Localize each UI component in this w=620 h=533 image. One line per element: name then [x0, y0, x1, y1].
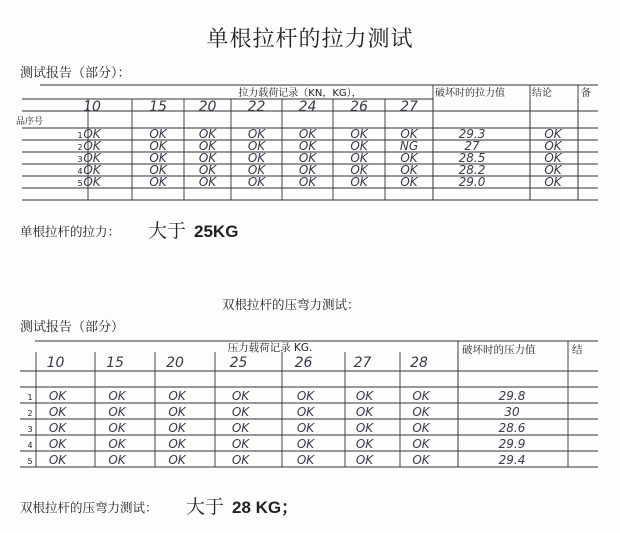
- section1-summary-prefix: 大于: [148, 220, 187, 242]
- failure-value: 29.8: [498, 389, 526, 403]
- load-result: OK: [48, 453, 67, 467]
- load-result: OK: [298, 127, 317, 141]
- load-result: OK: [108, 437, 126, 451]
- row-number: 5: [77, 179, 83, 188]
- load-result: OK: [355, 421, 374, 435]
- failure-value: 29.0: [458, 175, 486, 189]
- row-number: 4: [77, 167, 83, 176]
- load-result: OK: [168, 453, 186, 467]
- load-column-header: 20: [166, 355, 184, 371]
- load-result: OK: [355, 389, 374, 403]
- failure-value: 29.4: [498, 453, 526, 467]
- load-result: OK: [83, 175, 101, 189]
- row-number: 2: [27, 409, 33, 418]
- load-result: OK: [198, 139, 217, 153]
- load-column-header: 25: [229, 355, 248, 371]
- load-result: OK: [231, 405, 250, 419]
- section2-summary-value: 28 KG；: [232, 498, 299, 517]
- load-result: OK: [400, 127, 418, 141]
- load-result: OK: [231, 421, 250, 435]
- load-column-header: 27: [353, 355, 372, 371]
- load-result: OK: [298, 139, 317, 153]
- load-header-label: 压力载荷记录 KG.: [227, 342, 313, 354]
- load-result: OK: [83, 139, 101, 153]
- load-result: OK: [247, 163, 266, 177]
- load-column-header: 20: [198, 99, 217, 115]
- load-result: OK: [231, 453, 250, 467]
- failure-value: 29.3: [458, 127, 486, 141]
- row-number-header: 品序号: [16, 117, 44, 127]
- load-result: OK: [296, 405, 315, 419]
- load-result: OK: [350, 139, 368, 153]
- remarks-header: 备: [581, 88, 591, 99]
- failure-value: 28.6: [498, 421, 526, 435]
- load-result: OK: [412, 405, 430, 419]
- load-result: OK: [350, 163, 368, 177]
- load-column-header: 24: [298, 99, 317, 115]
- load-result: OK: [168, 389, 186, 403]
- load-result: OK: [355, 437, 374, 451]
- load-result: OK: [400, 151, 418, 165]
- load-result: OK: [400, 175, 418, 189]
- load-result: OK: [149, 163, 167, 177]
- section1-summary-label: 单根拉杆的拉力：: [20, 224, 121, 239]
- load-column-header: 28: [410, 355, 428, 371]
- row-number: 5: [27, 457, 33, 466]
- section2-summary: [186, 492, 298, 519]
- load-result: OK: [168, 405, 186, 419]
- load-result: OK: [198, 127, 217, 141]
- section1-heading: 测试报告（部分）：: [20, 66, 131, 81]
- load-result: OK: [412, 389, 430, 403]
- load-result: OK: [355, 405, 374, 419]
- load-header-label: 拉力载荷记录（KN，KG），: [238, 88, 362, 99]
- load-result: OK: [48, 389, 67, 403]
- load-column-header: 10: [46, 355, 65, 371]
- load-result: OK: [168, 437, 186, 451]
- load-result: OK: [83, 163, 101, 177]
- row-number: 1: [77, 131, 83, 140]
- load-result: OK: [296, 437, 315, 451]
- conclusion-header: 结: [572, 344, 583, 356]
- load-result: OK: [400, 163, 418, 177]
- load-column-header: 26: [294, 355, 313, 371]
- page-title: 单根拉杆的拉力测试: [206, 27, 414, 52]
- failure-value: 28.5: [458, 151, 486, 165]
- load-result: OK: [355, 453, 374, 467]
- load-result: OK: [350, 151, 368, 165]
- load-column-header: 26: [350, 99, 368, 115]
- load-result: OK: [231, 389, 250, 403]
- conclusion-value: OK: [544, 127, 562, 141]
- failure-value-header: 破坏时的拉力值: [435, 88, 505, 99]
- failure-value: 28.2: [458, 163, 486, 177]
- load-result: OK: [231, 437, 250, 451]
- load-result: OK: [298, 151, 317, 165]
- load-result: OK: [108, 421, 126, 435]
- bending-test-table: [0, 337, 620, 475]
- load-column-header: 15: [149, 99, 167, 115]
- load-column-header: 10: [83, 99, 101, 115]
- load-result: OK: [247, 127, 266, 141]
- section1-summary: [148, 216, 238, 243]
- load-result: OK: [296, 421, 315, 435]
- section2-summary-prefix: 大于: [186, 496, 225, 518]
- load-column-header: 15: [106, 355, 124, 371]
- load-result: OK: [412, 421, 430, 435]
- load-result: NG: [399, 139, 419, 153]
- load-result: OK: [149, 139, 167, 153]
- section2-summary-label: 双根拉杆的压弯力测试：: [20, 500, 158, 515]
- load-result: OK: [298, 163, 317, 177]
- load-result: OK: [149, 127, 167, 141]
- load-result: OK: [198, 175, 217, 189]
- failure-value: 30: [504, 405, 520, 419]
- load-result: OK: [198, 163, 217, 177]
- section2-title: 双根拉杆的压弯力测试：: [222, 297, 360, 312]
- load-result: OK: [149, 175, 167, 189]
- load-result: OK: [412, 437, 430, 451]
- load-result: OK: [149, 151, 167, 165]
- load-result: OK: [168, 421, 186, 435]
- conclusion-value: OK: [544, 151, 562, 165]
- conclusion-value: OK: [544, 139, 562, 153]
- load-result: OK: [48, 421, 67, 435]
- load-result: OK: [83, 151, 101, 165]
- conclusion-value: OK: [544, 175, 562, 189]
- row-number: 3: [77, 155, 83, 164]
- load-result: OK: [247, 175, 266, 189]
- load-result: OK: [108, 453, 126, 467]
- failure-value: 29.9: [498, 437, 526, 451]
- load-result: OK: [350, 127, 368, 141]
- tension-test-table: [0, 82, 620, 206]
- load-result: OK: [412, 453, 430, 467]
- load-result: OK: [247, 151, 266, 165]
- load-result: OK: [108, 405, 126, 419]
- load-result: OK: [247, 139, 266, 153]
- conclusion-header: 结论: [532, 88, 552, 99]
- load-result: OK: [83, 127, 101, 141]
- load-result: OK: [296, 453, 315, 467]
- load-result: OK: [48, 405, 67, 419]
- load-result: OK: [108, 389, 126, 403]
- conclusion-value: OK: [544, 163, 562, 177]
- failure-value-header: 破坏时的压力值: [462, 344, 536, 356]
- section2-heading: 测试报告（部分）: [20, 320, 125, 335]
- load-result: OK: [48, 437, 67, 451]
- row-number: 3: [27, 425, 33, 434]
- failure-value: 27: [464, 139, 480, 153]
- load-result: OK: [298, 175, 317, 189]
- row-number: 2: [77, 143, 83, 152]
- load-column-header: 27: [400, 99, 418, 115]
- load-result: OK: [198, 151, 217, 165]
- load-result: OK: [350, 175, 368, 189]
- row-number: 1: [27, 393, 33, 402]
- load-result: OK: [296, 389, 315, 403]
- section1-summary-value: 25KG: [194, 222, 239, 241]
- row-number: 4: [27, 441, 33, 450]
- load-column-header: 22: [247, 99, 266, 115]
